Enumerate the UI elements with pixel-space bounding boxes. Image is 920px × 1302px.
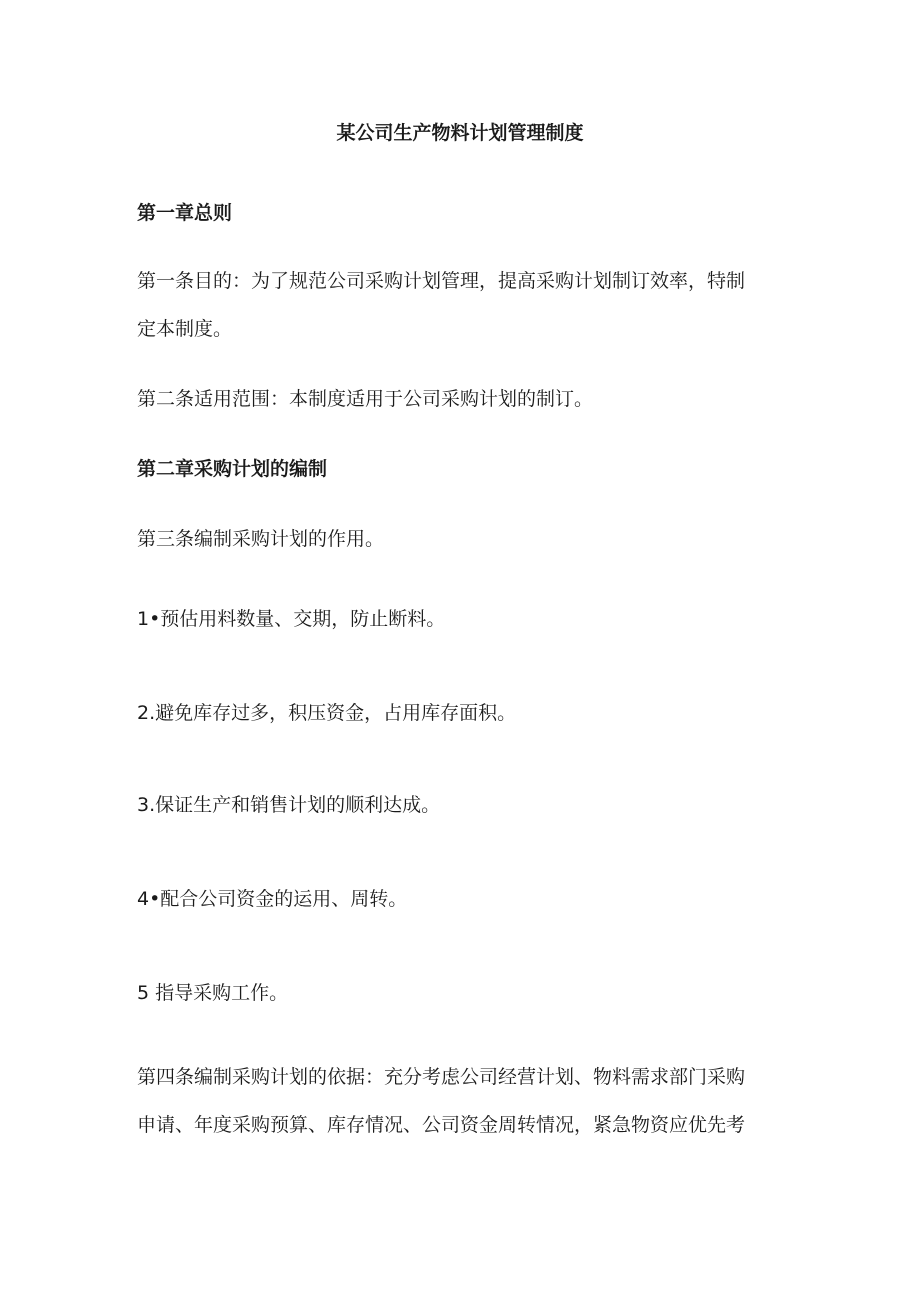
list-item-4: 4•配合公司资金的运用、周转。 xyxy=(137,888,408,910)
article-3: 第三条编制采购计划的作用。 xyxy=(137,528,385,550)
article-4-line-1: 第四条编制采购计划的依据：充分考虑公司经营计划、物料需求部门采购 xyxy=(137,1066,746,1088)
article-1-line-2: 定本制度。 xyxy=(137,318,233,340)
chapter-heading-1: 第一章总则 xyxy=(137,202,233,224)
list-item-1: 1•预估用料数量、交期，防止断料。 xyxy=(137,608,446,630)
list-item-5: 5 指导采购工作。 xyxy=(137,982,289,1004)
list-item-3: 3.保证生产和销售计划的顺利达成。 xyxy=(137,794,441,816)
chapter-heading-2: 第二章采购计划的编制 xyxy=(137,458,328,480)
document-title: 某公司生产物料计划管理制度 xyxy=(336,122,584,144)
article-4-line-2: 申请、年度采购预算、库存情况、公司资金周转情况，紧急物资应优先考 xyxy=(137,1114,746,1136)
article-1-line-1: 第一条目的：为了规范公司采购计划管理，提高采购计划制订效率，特制 xyxy=(137,270,746,292)
article-2: 第二条适用范围：本制度适用于公司采购计划的制订。 xyxy=(137,388,594,410)
list-item-2: 2.避免库存过多，积压资金，占用库存面积。 xyxy=(137,702,517,724)
